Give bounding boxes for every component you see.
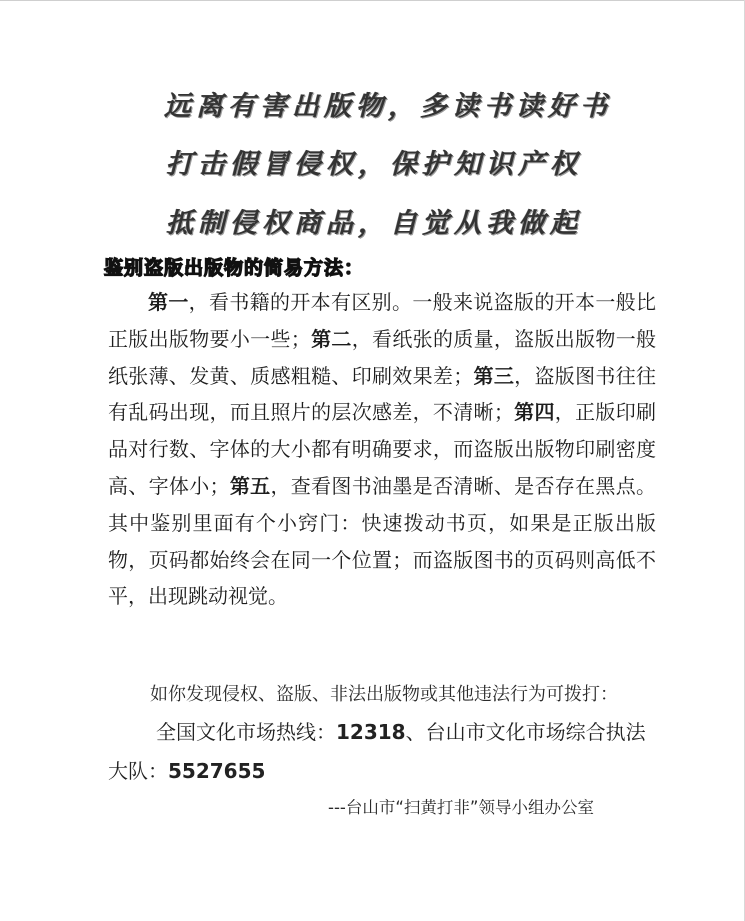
method-4-text: ，正版印刷品对行数、字体的大小都有明确要求，而盗版出版物印刷密度高、字体小；	[108, 400, 657, 498]
method-1-text: ，看书籍的开本有区别。一般来说盗版的开本一般比正版出版物要小一些；	[108, 290, 657, 351]
hotline-number: 12318	[336, 720, 406, 744]
hotline-paragraph	[108, 713, 663, 791]
report-intro: 如你发现侵权、盗版、非法出版物或其他违法行为可拨打：	[150, 684, 618, 705]
method-5-label: 第五	[229, 473, 271, 498]
page-top-edge	[0, 0, 745, 1]
method-3-text: ，盗版图书往往有乱码出现，而且照片的层次感差，不清晰；	[108, 363, 657, 425]
team-number: 5527655	[168, 759, 266, 783]
slogan-line-3: 抵制侵权商品，自觉从我做起	[166, 208, 582, 239]
signature: ---台山市“扫黄打非”领导小组办公室	[328, 798, 594, 817]
team-label: 、台山市文化市场综合执法大队：	[108, 720, 646, 783]
method-2-text: ，看纸张的质量，盗版出版物一般纸张薄、发黄、质感粗糙、印刷效果差；	[108, 326, 657, 388]
slogan-line-1: 远离有害出版物，多读书读好书	[164, 91, 612, 122]
identification-methods-paragraph	[108, 284, 656, 615]
slogan-line-2: 打击假冒侵权，保护知识产权	[166, 149, 582, 180]
method-1-label: 第一	[148, 290, 189, 314]
method-4-label: 第四	[513, 400, 555, 425]
method-3-label: 第三	[473, 363, 515, 388]
hotline-label: 全国文化市场热线：	[156, 720, 336, 744]
method-2-label: 第二	[310, 326, 352, 351]
method-5-text: ，查看图书油墨是否清晰、是否存在黑点。其中鉴别里面有个小窍门：快速拨动书页，如果是正版出版物，页码都始终会在同一个位置；而盗版图书的页码则高低不平，出现跳动视觉。	[108, 473, 657, 609]
section-heading: 鉴别盗版出版物的简易方法：	[104, 257, 365, 279]
